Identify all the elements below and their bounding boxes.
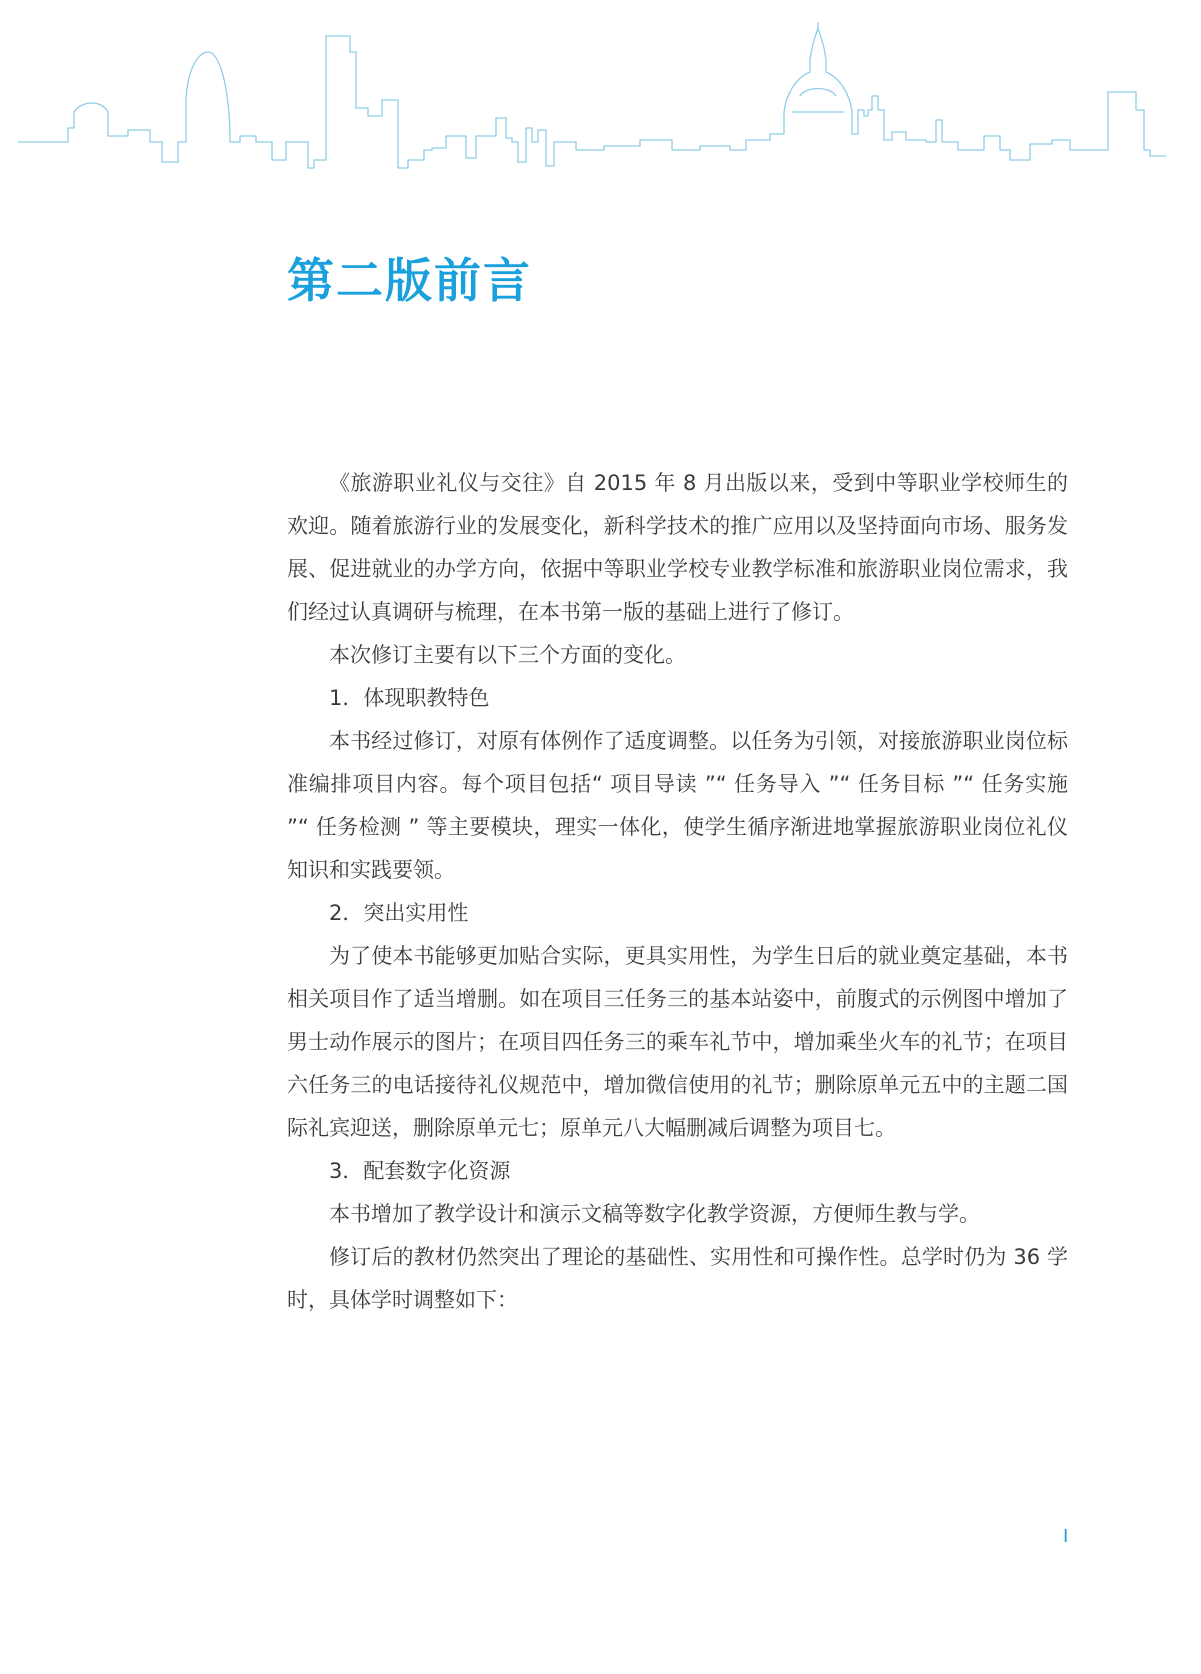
paragraph-section-2: 为了使本书能够更加贴合实际，更具实用性，为学生日后的就业奠定基础，本书相关项目作了适当增删。如在项目三任务三的基本站姿中，前腹式的示例图中增加了男士动作展示的图片；在项目四任务三的乘车礼节中，增加乘坐火车的礼节；在项目六任务三的电话接待礼仪规范中，增加微信使用的礼节；删除原单元五中的主题二国际礼宾迎送，删除原单元七；原单元八大幅删减后调整为项目七。 bbox=[287, 944, 1068, 1140]
paragraph-conclusion: 修订后的教材仍然突出了理论的基础性、实用性和可操作性。总学时仍为 36 学时，具体学时调整如下： bbox=[287, 1245, 1068, 1312]
page-number: I bbox=[1063, 1526, 1069, 1547]
skyline-decoration bbox=[0, 0, 1201, 180]
paragraph-section-3: 本书增加了教学设计和演示文稿等数字化教学资源，方便师生教与学。 bbox=[329, 1202, 980, 1226]
paragraph-changes-summary: 本次修订主要有以下三个方面的变化。 bbox=[329, 643, 686, 667]
page-title: 第二版前言 bbox=[287, 254, 532, 309]
section-heading-3: 3．配套数字化资源 bbox=[329, 1159, 511, 1183]
preface-body bbox=[287, 462, 1068, 1322]
paragraph-section-1: 本书经过修订，对原有体例作了适度调整。以任务为引领，对接旅游职业岗位标准编排项目内容。每个项目包括“ 项目导读 ”“ 任务导入 ”“ 任务目标 ”“ 任务实施 ”“ 任务检测 ” 等主要模块，理实一体化，使学生循序渐进地掌握旅游职业岗位礼仪知识和实践要领。 bbox=[287, 729, 1068, 882]
section-heading-2: 2．突出实用性 bbox=[329, 901, 469, 925]
paragraph-intro: 《旅游职业礼仪与交往》自 2015 年 8 月出版以来，受到中等职业学校师生的欢迎。随着旅游行业的发展变化，新科学技术的推广应用以及坚持面向市场、服务发展、促进就业的办学方向，依据中等职业学校专业教学标准和旅游职业岗位需求，我们经过认真调研与梳理，在本书第一版的基础上进行了修订。 bbox=[287, 471, 1068, 624]
section-heading-1: 1．体现职教特色 bbox=[329, 686, 490, 710]
